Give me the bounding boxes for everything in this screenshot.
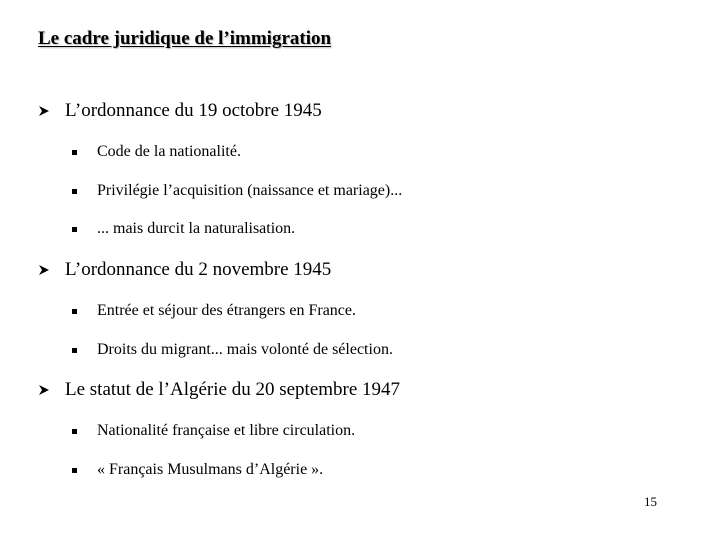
section-heading-label: Le statut de l’Algérie du 20 septembre 1947	[65, 379, 401, 400]
list-item-label: « Français Musulmans d’Algérie ».	[97, 461, 324, 478]
arrowhead-bullet-icon	[38, 384, 50, 396]
square-bullet-icon	[72, 189, 77, 194]
list-item-label: Droits du migrant... mais volonté de sélection.	[97, 341, 393, 358]
arrowhead-bullet-icon	[38, 105, 50, 117]
page-number: 15	[644, 494, 657, 509]
list-item-label: Privilégie l’acquisition (naissance et mariage)...	[97, 182, 403, 199]
square-bullet-icon	[72, 468, 77, 473]
list-item-label: ... mais durcit la naturalisation.	[97, 220, 296, 237]
square-bullet-icon	[72, 348, 77, 353]
list-item-label: Code de la nationalité.	[97, 143, 241, 160]
section-heading-label: L’ordonnance du 19 octobre 1945	[65, 100, 322, 121]
square-bullet-icon	[72, 309, 77, 314]
list-item-label: Nationalité française et libre circulation.	[97, 422, 356, 439]
slide-title: Le cadre juridique de l’immigration	[38, 28, 332, 49]
section-heading-label: L’ordonnance du 2 novembre 1945	[65, 259, 332, 280]
square-bullet-icon	[72, 150, 77, 155]
arrowhead-bullet-icon	[38, 264, 50, 276]
square-bullet-icon	[72, 429, 77, 434]
square-bullet-icon	[72, 227, 77, 232]
list-item-label: Entrée et séjour des étrangers en France.	[97, 302, 356, 319]
